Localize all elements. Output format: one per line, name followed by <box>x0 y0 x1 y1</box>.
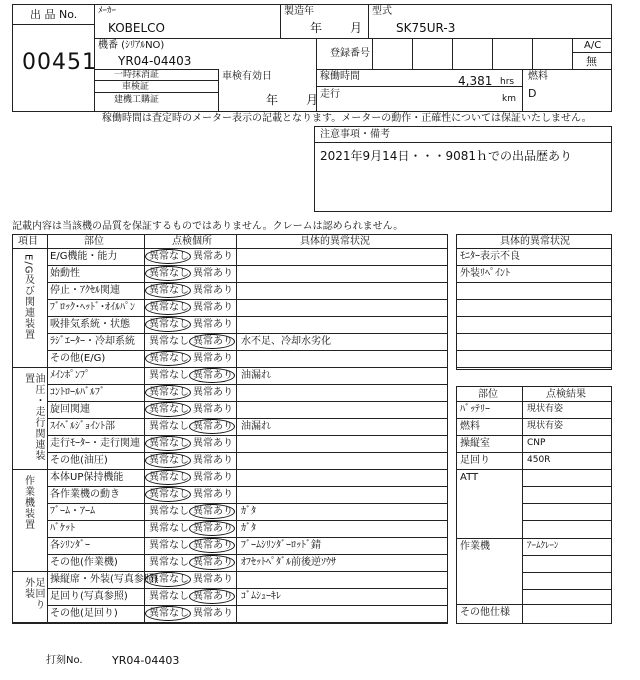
option-normal[interactable]: 異常なし <box>149 506 189 517</box>
inspection-month: 月 <box>306 93 319 107</box>
selected-circle <box>189 334 235 349</box>
option-normal[interactable]: 異常なし <box>149 472 189 483</box>
row-part: ﾊﾞｹｯﾄ <box>50 523 75 534</box>
selected-circle <box>145 470 191 485</box>
option-abnormal[interactable]: 異常あり <box>193 506 233 517</box>
row-part: ﾒｲﾝﾎﾟﾝﾌﾟ <box>50 370 90 381</box>
year-label: 製造年 <box>284 6 314 17</box>
group-label: 作業機装置 <box>22 475 34 530</box>
row-part: E/G機能・能力 <box>50 251 118 262</box>
selected-circle <box>145 300 191 315</box>
remarks-text: 2021年9月14日・・・9081ｈでの出品歴あり <box>320 149 572 163</box>
option-abnormal[interactable]: 異常あり <box>193 421 233 432</box>
option-abnormal[interactable]: 異常あり <box>193 353 233 364</box>
right-result-value: 450R <box>527 455 551 465</box>
option-normal[interactable]: 異常なし <box>149 251 189 262</box>
row-part: ｽｲﾍﾞﾙｼﾞｮｲﾝﾄ部 <box>50 421 115 432</box>
option-normal[interactable]: 異常なし <box>149 523 189 534</box>
option-normal[interactable]: 異常なし <box>149 404 189 415</box>
selected-circle <box>145 606 191 621</box>
maker-label: ﾒｰｶｰ <box>98 6 117 16</box>
option-abnormal[interactable]: 異常あり <box>193 285 233 296</box>
selected-circle <box>145 487 191 502</box>
row-part: 始動性 <box>50 268 80 279</box>
option-abnormal[interactable]: 異常あり <box>193 302 233 313</box>
right-result-value: 現状有姿 <box>527 421 564 431</box>
row-part: 足回り(写真参照) <box>50 591 128 602</box>
row-part: 各ｼﾘﾝﾀﾞｰ <box>50 540 90 551</box>
hours-label: 稼働時間 <box>320 71 360 82</box>
row-part: 旋回関連 <box>50 404 90 415</box>
right-result-part: 作業機 <box>460 541 490 552</box>
option-abnormal[interactable]: 異常あり <box>193 404 233 415</box>
inspection-label: 車検有効日 <box>222 71 272 82</box>
selected-circle <box>145 572 191 587</box>
option-normal[interactable]: 異常なし <box>149 285 189 296</box>
option-normal[interactable]: 異常なし <box>149 387 189 398</box>
option-abnormal[interactable]: 異常あり <box>193 540 233 551</box>
option-normal[interactable]: 異常なし <box>149 353 189 364</box>
selected-circle <box>189 504 235 519</box>
selected-circle <box>145 266 191 281</box>
group-label: E/G及び関連装置 <box>22 254 34 341</box>
group-label: 足回り外装 <box>22 577 44 610</box>
permit-temp-cancel: 一時抹消証 <box>114 70 160 80</box>
selected-circle <box>145 436 191 451</box>
option-normal[interactable]: 異常なし <box>149 268 189 279</box>
option-normal[interactable]: 異常なし <box>149 540 189 551</box>
right-result-part: ﾊﾞｯﾃﾘｰ <box>460 404 490 415</box>
row-detail: ｺﾞﾑｼｭｰｷﾚ <box>241 591 281 602</box>
selected-circle <box>189 521 235 536</box>
permit-vehicle: 車検証 <box>122 82 150 92</box>
row-part: ﾗｼﾞｴｰﾀｰ・冷却系統 <box>50 336 135 347</box>
option-normal[interactable]: 異常なし <box>149 608 189 619</box>
hours-unit: hrs <box>500 77 515 87</box>
option-normal[interactable]: 異常なし <box>149 557 189 568</box>
col-item: 項目 <box>18 236 38 247</box>
hours-disclaimer: 稼働時間は査定時のメーター表示の記載となります。メーターの動作・正確性については保証いたしません。 <box>102 113 592 124</box>
selected-circle <box>145 453 191 468</box>
option-normal[interactable]: 異常なし <box>149 336 189 347</box>
option-abnormal[interactable]: 異常あり <box>193 523 233 534</box>
stamp-label: 打刻No. <box>46 655 83 666</box>
right-result-part: 操縦室 <box>460 438 490 449</box>
option-normal[interactable]: 異常なし <box>149 489 189 500</box>
selected-circle <box>145 385 191 400</box>
option-normal[interactable]: 異常なし <box>149 302 189 313</box>
permit-construction: 建機工購証 <box>114 95 160 105</box>
option-abnormal[interactable]: 異常あり <box>193 472 233 483</box>
hours-value: 4,381 <box>458 74 493 88</box>
option-normal[interactable]: 異常なし <box>149 421 189 432</box>
option-normal[interactable]: 異常なし <box>149 591 189 602</box>
selected-circle <box>189 555 235 570</box>
option-normal[interactable]: 異常なし <box>149 574 189 585</box>
row-part: その他(油圧) <box>50 455 108 466</box>
option-abnormal[interactable]: 異常あり <box>193 387 233 398</box>
option-abnormal[interactable]: 異常あり <box>193 591 233 602</box>
row-part: 操縦席・外装(写真参照) <box>50 574 158 585</box>
stamp-value: YR04-04403 <box>112 654 180 667</box>
row-detail: ﾌﾞｰﾑｼﾘﾝﾀﾞｰﾛｯﾄﾞ錆 <box>241 540 321 551</box>
row-detail: ｶﾞﾀ <box>241 523 256 534</box>
option-normal[interactable]: 異常なし <box>149 455 189 466</box>
selected-circle <box>145 283 191 298</box>
selected-circle <box>189 368 235 383</box>
selected-circle <box>145 317 191 332</box>
row-part: 吸排気系統・状態 <box>50 319 130 330</box>
remarks-label: 注意事項・備考 <box>320 129 390 140</box>
right-abnormal-item: ﾓﾆﾀｰ表示不良 <box>460 251 520 262</box>
selected-circle <box>189 538 235 553</box>
row-part: 本体UP保持機能 <box>50 472 124 483</box>
row-part: 走行ﾓｰﾀｰ・走行関連 <box>50 438 140 449</box>
right-result-value: ｱｰﾑｸﾚｰﾝ <box>527 541 559 551</box>
ac-label: A/C <box>584 40 602 51</box>
option-abnormal[interactable]: 異常あり <box>193 336 233 347</box>
option-abnormal[interactable]: 異常あり <box>193 608 233 619</box>
row-part: ﾌﾞﾛｯｸ･ﾍｯﾄﾞ･ｵｲﾙﾊﾟﾝ <box>50 302 135 313</box>
option-abnormal[interactable]: 異常あり <box>193 438 233 449</box>
maker-value: KOBELCO <box>108 21 165 35</box>
row-part: その他(E/G) <box>50 353 106 364</box>
row-detail: 水不足、冷却水劣化 <box>241 336 331 347</box>
km-label: 走行 <box>320 89 340 100</box>
right-result-part: ATT <box>460 472 479 483</box>
option-abnormal[interactable]: 異常あり <box>193 574 233 585</box>
no-label: 出 品 No. <box>30 8 78 21</box>
selected-circle <box>189 419 235 434</box>
row-detail: ｶﾞﾀ <box>241 506 256 517</box>
row-detail: 油漏れ <box>241 421 271 432</box>
ac-value: 無 <box>586 55 597 68</box>
group-label: 油圧・走行関連装置 <box>22 373 44 461</box>
row-detail: 油漏れ <box>241 370 271 381</box>
option-abnormal[interactable]: 異常あり <box>193 319 233 330</box>
model-label: 型式 <box>372 6 392 17</box>
option-normal[interactable]: 異常なし <box>149 370 189 381</box>
listing-number: 00451 <box>22 50 97 75</box>
selected-circle <box>145 249 191 264</box>
month-unit: 月 <box>350 21 363 35</box>
right-result-part: 燃料 <box>460 421 480 432</box>
option-abnormal[interactable]: 異常あり <box>193 370 233 381</box>
right-abnormal-header: 具体的異常状況 <box>500 236 570 247</box>
right-abnormal-item: 外装ﾘﾍﾟｲﾝﾄ <box>460 268 510 279</box>
option-abnormal[interactable]: 異常あり <box>193 251 233 262</box>
row-part: ｺﾝﾄﾛｰﾙﾊﾞﾙﾌﾞ <box>50 387 105 398</box>
registration-label: 登録番号 <box>330 48 370 59</box>
quality-disclaimer: 記載内容は当該機の品質を保証するものではありません。クレームは認められません。 <box>12 221 404 232</box>
row-detail: ｵﾌｾｯﾄﾍﾟﾀﾞﾙ前後逆ｿｳｻ <box>241 557 336 568</box>
row-part: その他(作業機) <box>50 557 118 568</box>
option-normal[interactable]: 異常なし <box>149 319 189 330</box>
col-detail: 具体的異常状況 <box>300 236 370 247</box>
option-abnormal[interactable]: 異常あり <box>193 489 233 500</box>
right-result-part: その他仕様 <box>460 607 510 618</box>
year-unit: 年 <box>310 21 323 35</box>
option-normal[interactable]: 異常なし <box>149 438 189 449</box>
selected-circle <box>145 402 191 417</box>
right-result-header-result: 点検結果 <box>546 389 586 400</box>
col-check: 点検個所 <box>172 236 212 247</box>
fuel-label: 燃料 <box>528 71 548 82</box>
right-result-header-part: 部位 <box>478 389 498 400</box>
serial-value: YR04-04403 <box>118 54 192 68</box>
option-abnormal[interactable]: 異常あり <box>193 455 233 466</box>
km-unit: km <box>502 94 516 104</box>
row-part: ﾌﾞｰﾑ・ｱｰﾑ <box>50 506 95 517</box>
row-part: 各作業機の動き <box>50 489 120 500</box>
right-result-value: CNP <box>527 438 546 448</box>
col-part: 部位 <box>84 236 104 247</box>
row-part: その他(足回り) <box>50 608 118 619</box>
option-abnormal[interactable]: 異常あり <box>193 557 233 568</box>
right-result-part: 足回り <box>460 455 490 466</box>
right-result-value: 現状有姿 <box>527 404 564 414</box>
row-part: 停止・ｱｸｾﾙ関連 <box>50 285 120 296</box>
option-abnormal[interactable]: 異常あり <box>193 268 233 279</box>
inspection-year: 年 <box>266 93 279 107</box>
serial-label: 機番 (ｼﾘｱﾙNO) <box>98 40 165 51</box>
fuel-value: D <box>528 87 537 100</box>
model-value: SK75UR-3 <box>396 21 456 35</box>
selected-circle <box>189 589 235 604</box>
selected-circle <box>145 351 191 366</box>
